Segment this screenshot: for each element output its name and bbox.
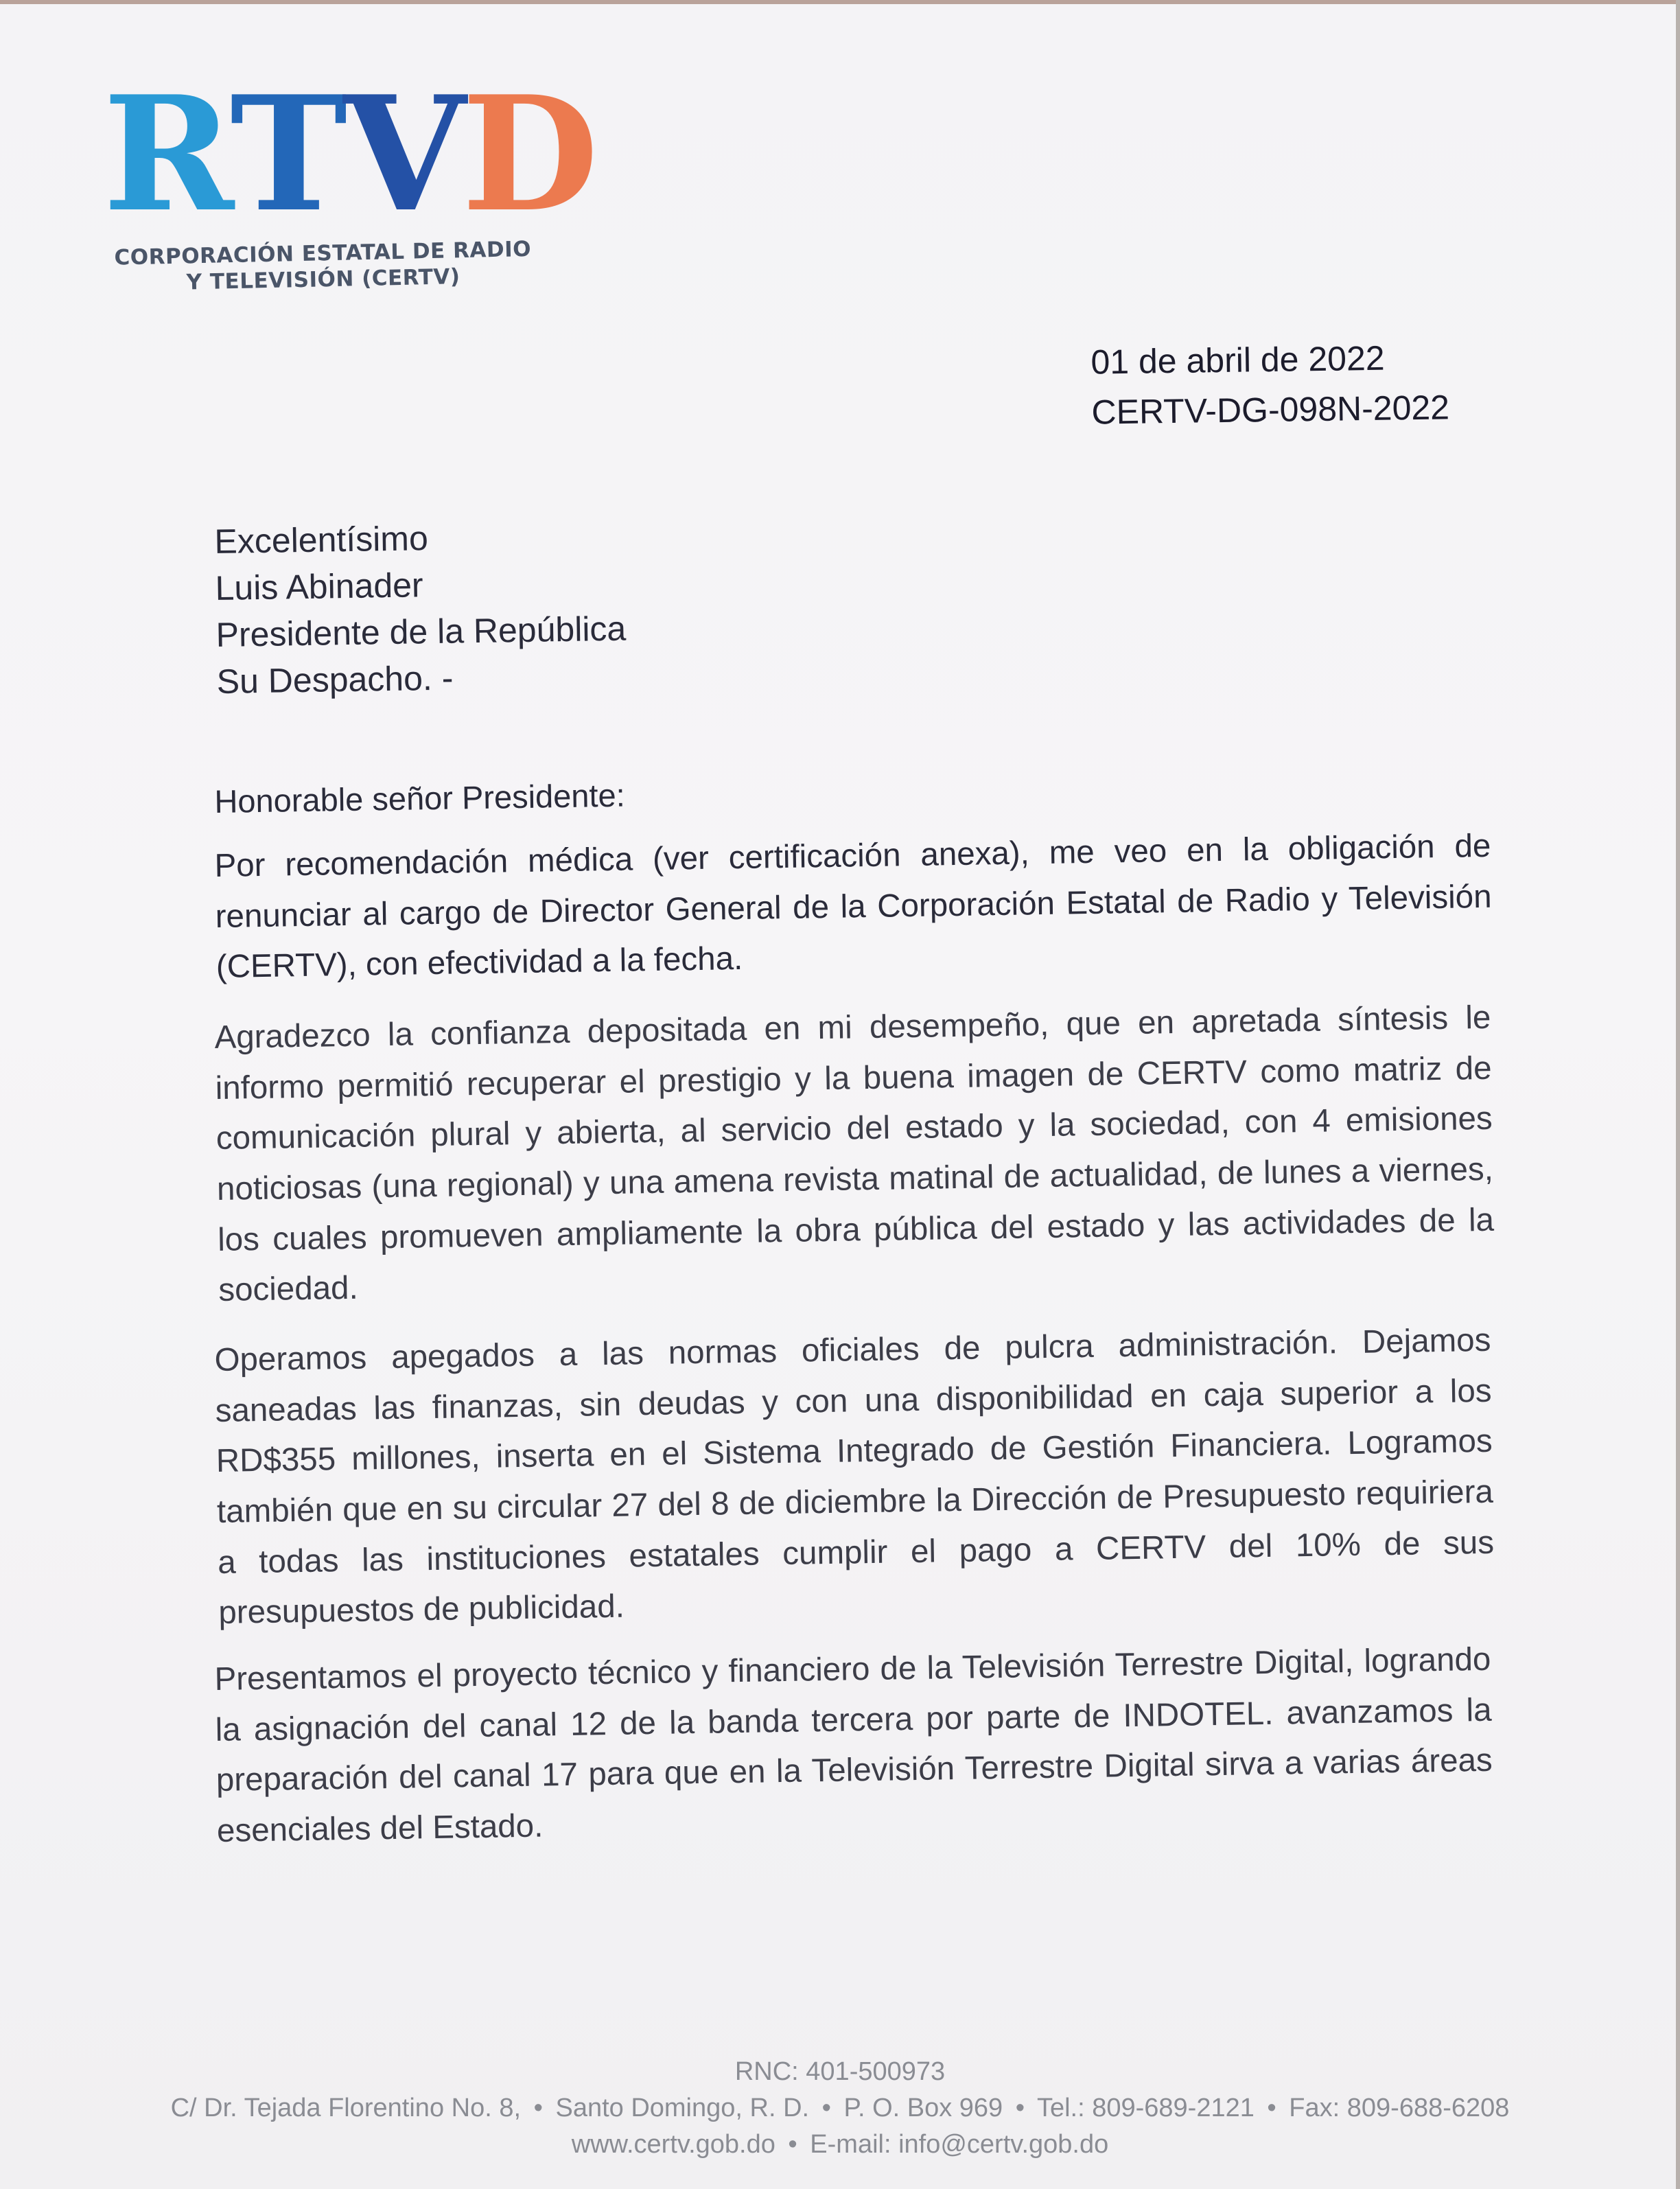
logo-letter-t: T [230, 62, 344, 247]
letter-reference: CERTV-DG-098N-2022 [1091, 387, 1450, 432]
footer-website-link[interactable]: www.certv.gob.do [571, 2130, 775, 2159]
footer-pobox: P. O. Box 969 [843, 2094, 1003, 2123]
footer-rnc: RNC: 401-500973 [734, 2057, 946, 2086]
recipient-line4: Su Despacho. - [216, 658, 454, 701]
footer-web-line [0, 2127, 1680, 2163]
footer-bullet: • [533, 2094, 543, 2123]
footer-contact-line [0, 2090, 1680, 2127]
logo-subtitle-line1: CORPORACIÓN ESTATAL DE RADIO [114, 236, 532, 270]
paragraph-2: Agradezco la confianza depositada en mi desempeño, que en apretada síntesis le informo permitió recuperar el prestigio y la buena imagen de CERTV como matriz de comunicación plural y abierta, al servicio del estado y la sociedad, con 4 emisiones noticiosas (una regional) y una amena revista matinal de actualidad, de lunes a viernes, los cuales promueven ampliamente la obra pública del estado y las actividades de la sociedad. [214, 999, 1495, 1309]
letter-meta [1090, 332, 1449, 437]
paragraph-3: Operamos apegados a las normas oficiales de pulcra administración. Dejamos saneadas las finanzas, sin deudas y con una disponibilidad en caja superior a los RD$355 millones, inserta en el Sistema Integrado de Gestión Financiera. Logramos también que en su circular 27 del 8 de diciembre la Dirección de Presupuesto requiriera a todas las instituciones estatales cumplir el pago a CERTV del 10% de sus presupuestos de publicidad. [214, 1321, 1495, 1632]
recipient-line3: Presidente de la República [215, 609, 627, 654]
paragraph-4: Presentamos el proyecto técnico y financiero de la Televisión Terrestre Digital, logrando la asignación del canal 12 de la banda tercera por parte de INDOTEL. avanzamos la preparación del canal 17 para que en la Televisión Terrestre Digital sirva a varias áreas esenciales del Estado. [214, 1641, 1493, 1849]
logo-wordmark [103, 62, 595, 247]
letter-footer [0, 2054, 1680, 2164]
logo-subtitle-line2: Y TELEVISIÓN (CERTV) [186, 264, 460, 295]
footer-fax: Fax: 809-688-6208 [1289, 2094, 1510, 2123]
footer-address: C/ Dr. Tejada Florentino No. 8, [170, 2094, 522, 2123]
logo-letter-v: V [343, 62, 462, 247]
logo-letter-d: D [461, 62, 595, 247]
logo-letter-r: R [103, 62, 231, 247]
letter-date: 01 de abril de 2022 [1090, 338, 1385, 382]
footer-bullet: • [788, 2130, 797, 2159]
recipient-line1: Excelentísimo [214, 519, 429, 561]
paragraph-1: Por recomendación médica (ver certificación anexa), me veo en la obligación de renunciar al cargo de Director General de la Corporación Estatal de Radio y Televisión (CERTV), con efectividad a la fecha. [214, 827, 1492, 986]
footer-tel: Tel.: 809-689-2121 [1036, 2094, 1255, 2123]
footer-bullet: • [821, 2094, 831, 2123]
salutation: Honorable señor Presidente: [214, 776, 626, 820]
footer-bullet: • [1267, 2094, 1276, 2123]
rtvd-logo [103, 62, 595, 298]
footer-bullet: • [1015, 2094, 1025, 2123]
logo-subtitle [103, 237, 543, 298]
footer-email-link[interactable]: E-mail: info@certv.gob.do [810, 2130, 1109, 2159]
footer-city: Santo Domingo, R. D. [555, 2094, 810, 2123]
recipient-block [214, 498, 1493, 705]
recipient-line2: Luis Abinader [215, 566, 424, 607]
